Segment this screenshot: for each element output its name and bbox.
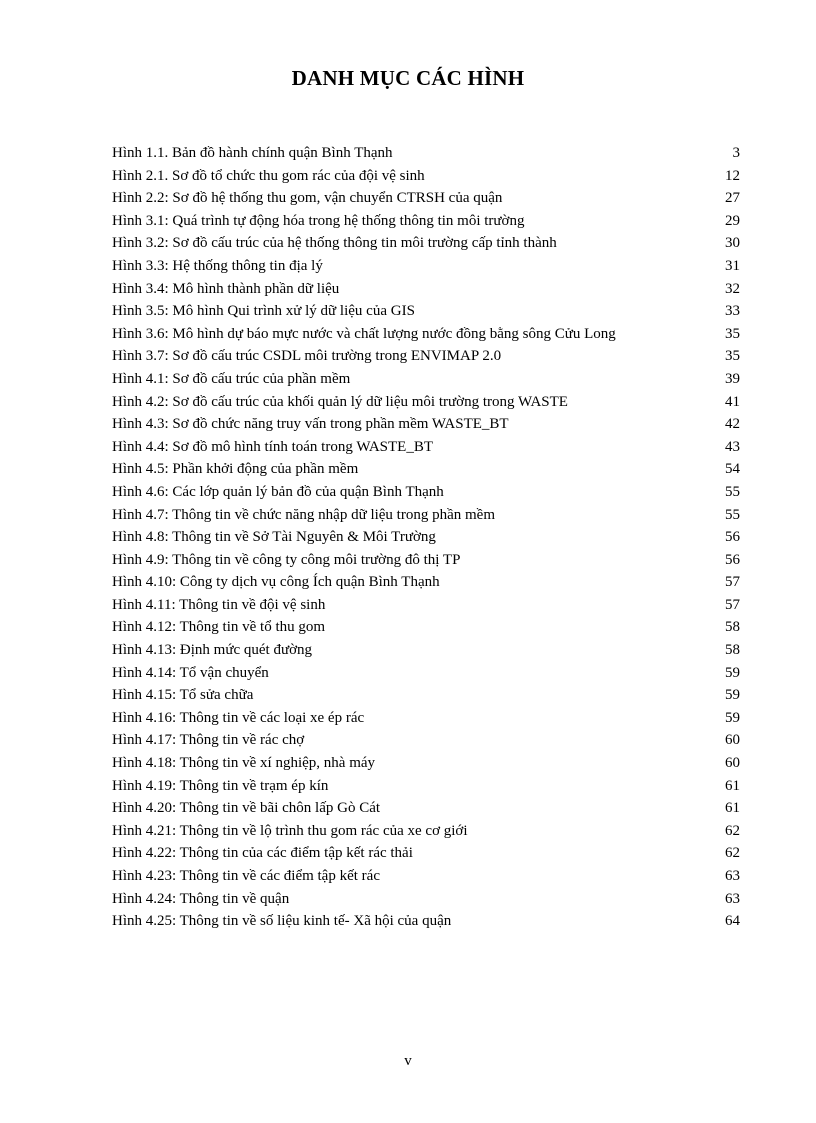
toc-entry-label: Hình 4.17: Thông tin về rác chợ [112,732,305,749]
toc-entry-page: 62 [725,822,740,839]
toc-entry-label: Hình 4.10: Công ty dịch vụ công Ích quận Bình Thạnh [112,574,440,591]
toc-entry-page: 32 [725,280,740,297]
toc-entry-page: 54 [725,461,740,478]
toc-entry[interactable] [112,481,740,504]
toc-entry-page: 57 [725,574,740,591]
toc-entry-label: Hình 4.2: Sơ đồ cấu trúc của khối quản lý dữ liệu môi trường trong WASTE [112,393,568,410]
toc-entry-page: 42 [725,416,740,433]
toc-entry[interactable] [112,684,740,707]
toc-entry[interactable] [112,458,740,481]
toc-entry[interactable] [112,662,740,685]
toc-entry[interactable] [112,842,740,865]
toc-entry[interactable] [112,255,740,278]
toc-entry-label: Hình 4.25: Thông tin về số liệu kinh tế- Xã hội của quận [112,913,452,930]
toc-entry[interactable] [112,278,740,301]
toc-entry[interactable] [112,820,740,843]
toc-entry[interactable] [112,345,740,368]
toc-entry-page: 3 [732,145,740,161]
toc-entry-label: Hình 4.24: Thông tin về quận [112,890,290,907]
toc-entry-label: Hình 3.2: Sơ đồ cấu trúc của hệ thống thông tin môi trường cấp tỉnh thành [112,235,557,252]
toc-entry-label: Hình 4.21: Thông tin về lộ trình thu gom rác của xe cơ giới [112,822,468,839]
toc-entry-page: 61 [725,800,740,817]
toc-entry-page: 56 [725,529,740,546]
toc-entry-label: Hình 3.4: Mô hình thành phần dữ liệu [112,280,340,297]
toc-entry-label: Hình 4.15: Tổ sửa chữa [112,687,254,704]
toc-entry-label: Hình 4.8: Thông tin về Sở Tài Nguyên & Môi Trường [112,529,436,546]
toc-entry-label: Hình 4.5: Phần khởi động của phần mềm [112,461,359,478]
toc-entry[interactable] [112,594,740,617]
toc-entry-page: 29 [725,212,740,229]
toc-entry-label: Hình 1.1. Bản đồ hành chính quận Bình Thạnh [112,145,393,161]
toc-entry-label: Hình 2.2: Sơ đồ hệ thống thu gom, vận chuyển CTRSH của quận [112,190,503,207]
toc-entry[interactable] [112,368,740,391]
toc-entry-page: 63 [725,868,740,884]
toc-entry-page: 59 [725,709,740,726]
toc-entry[interactable] [112,888,740,911]
toc-entry-label: Hình 3.1: Quá trình tự động hóa trong hệ thống thông tin môi trường [112,212,525,229]
toc-entry-page: 39 [725,370,740,387]
toc-entry-label: Hình 4.23: Thông tin về các điểm tập kết rác [112,868,380,884]
toc-entry-page: 58 [725,619,740,636]
toc-entry-label: Hình 4.18: Thông tin về xí nghiệp, nhà máy [112,755,376,772]
toc-entry-label: Hình 4.4: Sơ đồ mô hình tính toán trong WASTE_BT [112,438,433,455]
toc-entry[interactable] [112,775,740,798]
toc-entry-label: Hình 3.5: Mô hình Qui trình xử lý dữ liệu của GIS [112,303,415,320]
toc-entry-page: 56 [725,551,740,568]
toc-entry-page: 62 [725,845,740,862]
toc-entry[interactable] [112,797,740,820]
toc-entry[interactable] [112,323,740,346]
toc-entry-label: Hình 2.1. Sơ đồ tổ chức thu gom rác của đội vệ sinh [112,167,425,184]
toc-entry[interactable] [112,187,740,210]
toc-entry[interactable] [112,752,740,775]
toc-entry-label: Hình 4.22: Thông tin của các điểm tập kết rác thải [112,845,413,862]
toc-entry[interactable] [112,729,740,752]
toc-entry-label: Hình 4.9: Thông tin về công ty công môi trường đô thị TP [112,551,461,568]
toc-entry-page: 60 [725,732,740,749]
toc-entry-page: 35 [725,325,740,342]
toc-entry[interactable] [112,300,740,323]
toc-entry[interactable] [112,210,740,233]
toc-entry-page: 33 [725,303,740,320]
toc-entry[interactable] [112,616,740,639]
toc-entry-label: Hình 4.19: Thông tin về trạm ép kín [112,777,329,794]
figure-list [112,142,740,933]
toc-entry[interactable] [112,232,740,255]
toc-entry-page: 41 [725,393,740,410]
toc-entry-label: Hình 4.6: Các lớp quản lý bản đồ của quận Bình Thạnh [112,483,444,500]
toc-entry-page: 57 [725,596,740,613]
toc-entry-label: Hình 4.11: Thông tin về đội vệ sinh [112,596,326,613]
toc-entry-label: Hình 4.12: Thông tin về tổ thu gom [112,619,326,636]
toc-entry[interactable] [112,165,740,188]
toc-entry-label: Hình 4.13: Định mức quét đường [112,642,313,659]
toc-entry[interactable] [112,639,740,662]
toc-entry[interactable] [112,549,740,572]
page-title: DANH MỤC CÁC HÌNH [291,66,525,90]
toc-entry-label: Hình 3.3: Hệ thống thông tin địa lý [112,257,323,274]
toc-entry-page: 60 [725,755,740,772]
toc-entry[interactable] [112,413,740,436]
toc-entry-page: 64 [725,913,740,930]
toc-entry[interactable] [112,910,740,933]
toc-entry[interactable] [112,436,740,459]
toc-entry-page: 61 [725,777,740,794]
toc-entry-page: 55 [725,483,740,500]
toc-entry-label: Hình 3.7: Sơ đồ cấu trúc CSDL môi trường trong ENVIMAP 2.0 [112,348,502,365]
toc-entry-label: Hình 4.3: Sơ đồ chức năng truy vấn trong phần mềm WASTE_BT [112,416,509,433]
toc-entry-page: 59 [725,687,740,704]
toc-entry-page: 43 [725,438,740,455]
toc-entry[interactable] [112,865,740,888]
toc-entry-label: Hình 4.1: Sơ đồ cấu trúc của phần mềm [112,370,351,387]
toc-entry-label: Hình 4.14: Tổ vận chuyển [112,664,269,681]
toc-entry[interactable] [112,504,740,527]
toc-entry-page: 12 [725,167,740,184]
page-number: v [404,1053,412,1069]
toc-entry-label: Hình 4.7: Thông tin về chức năng nhập dữ liệu trong phần mềm [112,506,495,523]
toc-entry-label: Hình 3.6: Mô hình dự báo mực nước và chất lượng nước đồng bằng sông Cửu Long [112,325,616,342]
toc-entry-page: 31 [725,257,740,274]
toc-entry[interactable] [112,707,740,730]
toc-entry[interactable] [112,526,740,549]
toc-entry[interactable] [112,391,740,414]
toc-entry-page: 35 [725,348,740,365]
toc-entry[interactable] [112,142,740,165]
toc-entry-page: 59 [725,664,740,681]
toc-entry-page: 58 [725,642,740,659]
toc-entry-label: Hình 4.16: Thông tin về các loại xe ép rác [112,709,365,726]
toc-entry-page: 30 [725,235,740,252]
toc-entry[interactable] [112,571,740,594]
toc-entry-page: 27 [725,190,740,207]
toc-entry-page: 63 [725,890,740,907]
toc-entry-label: Hình 4.20: Thông tin về bãi chôn lấp Gò Cát [112,800,381,817]
toc-entry-page: 55 [725,506,740,523]
